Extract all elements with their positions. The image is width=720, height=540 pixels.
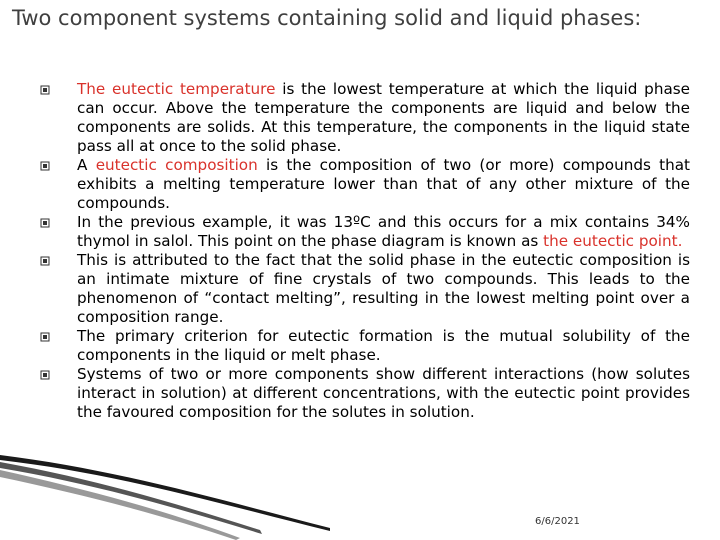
slide-date: 6/6/2021 [535,516,580,527]
bullet-text: Systems of two or more components show different interactions (how solutes interact in solution) at different concentrations, with the eutectic point provides the favoured composition for the solutes in solution. [77,365,690,421]
highlight-term: the eutectic point. [543,232,683,250]
bullet-text: is the lowest temperature at which the liquid phase can occur. Above the temperature the components are liquid and below the components are solids. At this temperature, the components in the liquid state pass all at once to the solid phase. [77,80,691,155]
box-bullet-icon [40,161,50,171]
bullet-item [40,251,690,327]
bullet-item [40,365,690,422]
bullet-text: In the previous example, it was 13ºC and this occurs for a mix contains 34% thymol in salol. This point on the phase diagram is known as [77,213,690,250]
slide-title: Two component systems containing solid and liquid phases: [12,6,642,30]
bullet-item [40,80,690,156]
bullet-item [40,156,690,213]
bullet-item [40,327,690,365]
box-bullet-icon [40,218,50,228]
box-bullet-icon [40,256,50,266]
box-bullet-icon [40,85,50,95]
box-bullet-icon [40,332,50,342]
bullet-text-prefix: A [77,156,96,174]
bullet-item [40,213,690,251]
bullet-text: is the composition of two (or more) compounds that exhibits a melting temperature lower than that of any other mixture of the compounds. [77,156,690,212]
highlight-term: eutectic composition [95,156,258,174]
bullet-list [40,80,690,422]
bullet-text: This is attributed to the fact that the solid phase in the eutectic composition is an intimate mixture of fine crystals of two compounds. This leads to the phenomenon of “contact melting”, resulting in the lowest melting point over a composition range. [77,251,690,326]
bullet-text: The primary criterion for eutectic formation is the mutual solubility of the components in the liquid or melt phase. [77,327,690,364]
highlight-term: The eutectic temperature [77,80,276,98]
box-bullet-icon [40,370,50,380]
